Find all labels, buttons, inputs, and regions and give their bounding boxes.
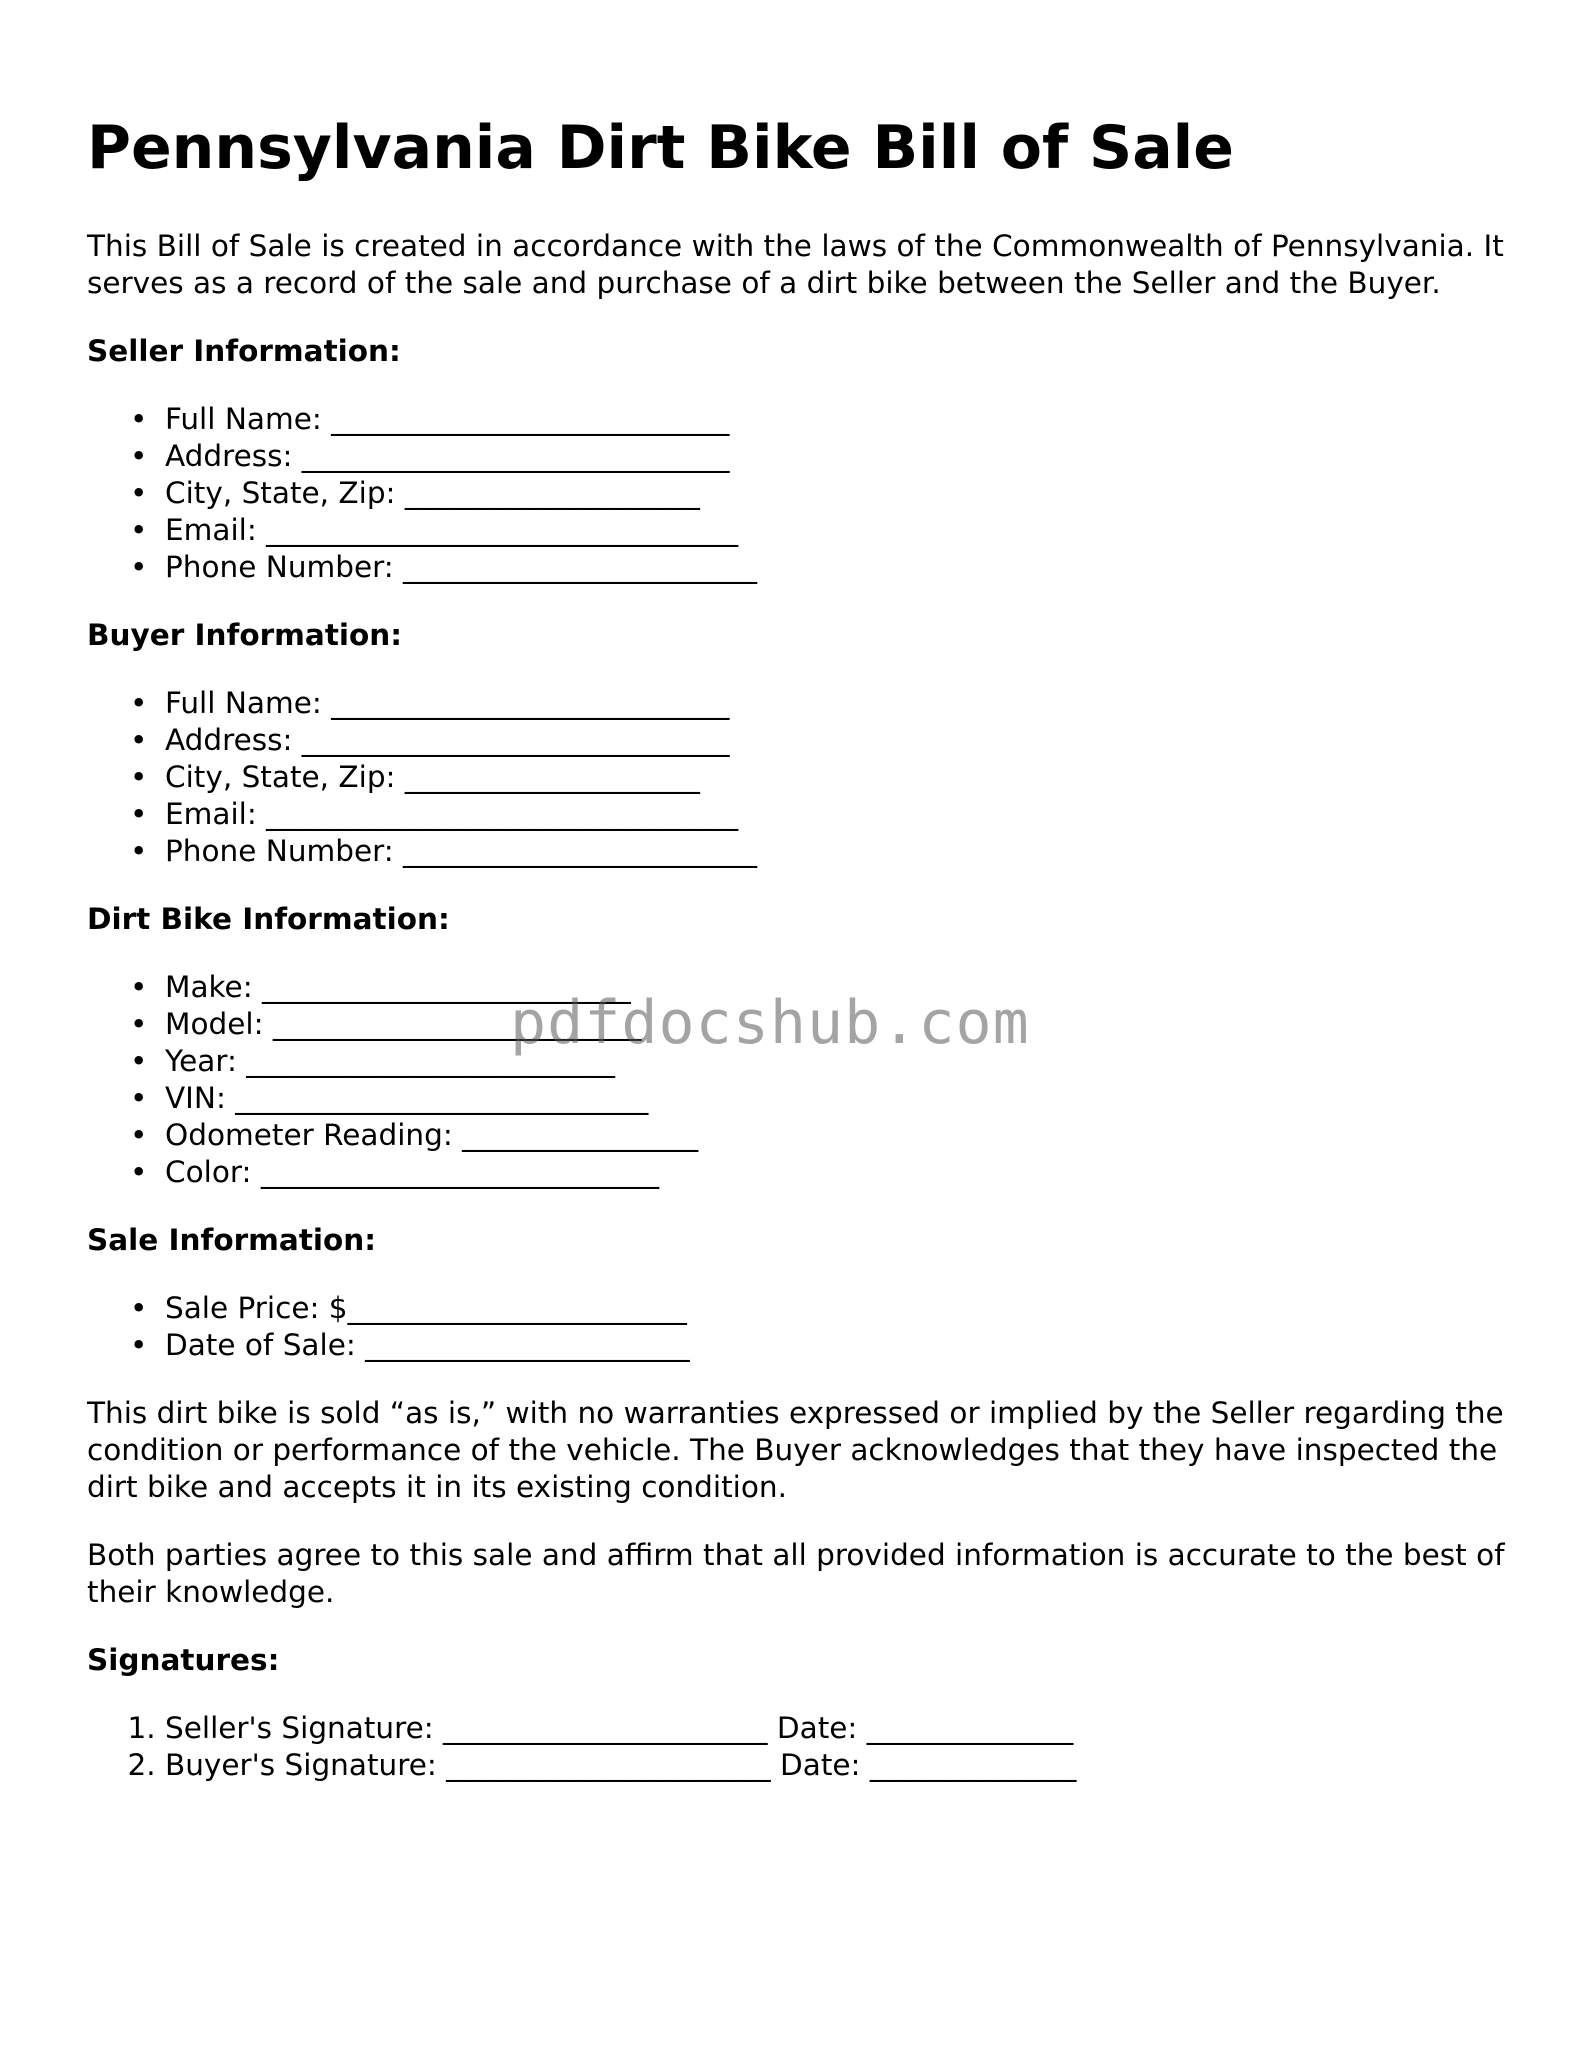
list-item: • Date of Sale: ______________________ [165,1327,1507,1364]
buyer-list [87,685,1507,870]
list-item: 2. Buyer's Signature: ______________________ Date: ______________ [165,1747,1507,1784]
list-item: • Color: ___________________________ [165,1154,1507,1191]
list-item: • Address: _____________________________ [165,438,1507,475]
watermark: pdfdocshub.com [510,988,1030,1058]
bike-list [87,969,1507,1191]
sale-list [87,1290,1507,1364]
list-item: • Email: ________________________________ [165,512,1507,549]
list-item: • Phone Number: ________________________ [165,549,1507,586]
as-is-paragraph: This dirt bike is sold “as is,” with no warranties expressed or implied by the Seller regarding the condition or performance of the vehicle. The Buyer acknowledges that they have inspected the dirt bike and accepts it in its existing condition. [87,1396,1504,1504]
signatures-heading: Signatures: [87,1643,280,1677]
bike-heading: Dirt Bike Information: [87,902,450,936]
list-item: • Address: _____________________________ [165,722,1507,759]
list-item: • Model: _________________________ [165,1006,1507,1043]
list-item: • Phone Number: ________________________ [165,833,1507,870]
list-item: • Email: ________________________________ [165,796,1507,833]
list-item: • Odometer Reading: ________________ [165,1117,1507,1154]
list-item: • VIN: ____________________________ [165,1080,1507,1117]
seller-list [87,401,1507,586]
list-item: • City, State, Zip: ____________________ [165,475,1507,512]
agreement-paragraph: Both parties agree to this sale and affirm that all provided information is accurate to the best of their knowledge. [87,1538,1505,1609]
page-title: Pennsylvania Dirt Bike Bill of Sale [87,113,1234,183]
list-item: • Make: _________________________ [165,969,1507,1006]
signatures-list [87,1710,1507,1784]
intro-paragraph: This Bill of Sale is created in accordance with the laws of the Commonwealth of Pennsylvania. It serves as a record of the sale and purchase of a dirt bike between the Seller and the Buyer. [87,229,1504,300]
seller-heading: Seller Information: [87,334,401,368]
list-item: • Year: _________________________ [165,1043,1507,1080]
list-item: 1. Seller's Signature: ______________________ Date: ______________ [165,1710,1507,1747]
document-body [87,228,1507,1815]
list-item: • City, State, Zip: ____________________ [165,759,1507,796]
list-item: • Full Name: ___________________________ [165,685,1507,722]
list-item: • Sale Price: $_______________________ [165,1290,1507,1327]
list-item: • Full Name: ___________________________ [165,401,1507,438]
sale-heading: Sale Information: [87,1223,377,1257]
buyer-heading: Buyer Information: [87,618,403,652]
